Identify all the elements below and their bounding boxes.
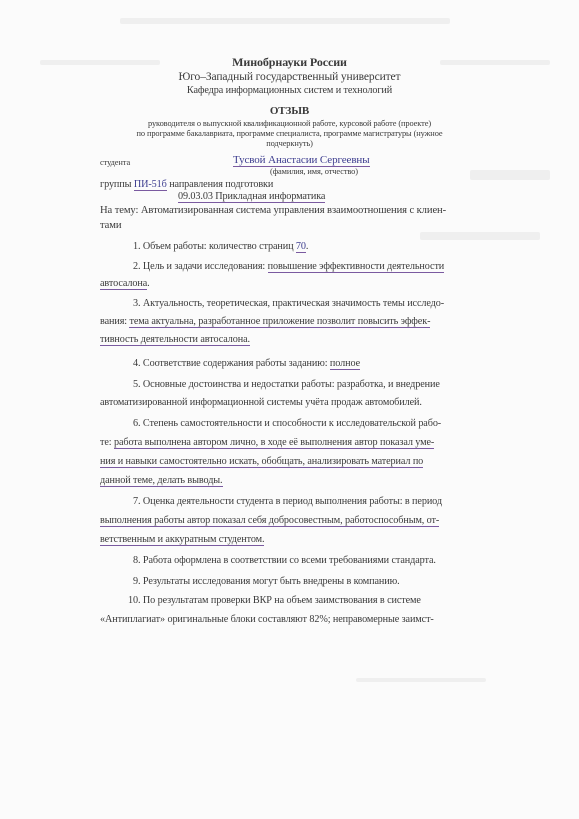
item-4-text: 4. Соответствие содержания работы заданию: — [133, 358, 330, 369]
ministry-heading: Минобрнауки России — [232, 55, 347, 69]
item-3-prefix: вания: — [100, 316, 130, 327]
item-10-line-1: 10. По результатам проверки ВКР на объем заимствования в системе — [128, 595, 421, 606]
item-4-answer: полное — [329, 358, 360, 369]
item-9: 9. Результаты исследования могут быть внедрены в компанию. — [133, 576, 400, 587]
item-8: 8. Работа оформлена в соответствии со всеми требованиями стандарта. — [133, 555, 436, 566]
item-6-answer: работа выполнена автором лично, в ходе её выполнения автор показал уме- — [113, 437, 435, 448]
item-10-line-2: «Антиплагиат» оригинальные блоки составляют 82%; неправомерные заимст- — [100, 614, 434, 625]
item-6-line-3 — [100, 456, 423, 468]
scan-artifact — [120, 18, 450, 24]
document-title: ОТЗЫВ — [269, 105, 310, 117]
student-name-hint: (фамилия, имя, отчество) — [270, 167, 358, 176]
scan-artifact — [470, 170, 550, 180]
student-name — [233, 154, 370, 166]
item-6-line-4 — [100, 475, 223, 487]
item-7-line-2 — [100, 515, 439, 527]
item-7-answer-cont: ветственным и аккуратным студентом. — [100, 534, 265, 545]
item-6-line-2 — [100, 437, 434, 449]
item-2-answer-cont: автосалона — [100, 278, 148, 289]
item-4 — [133, 358, 360, 370]
direction-line — [178, 191, 325, 203]
student-name-value: Тусвой Анастасии Сергеевны — [233, 154, 370, 166]
item-6-prefix: те: — [100, 437, 114, 448]
department-heading: Кафедра информационных систем и технологий — [186, 85, 393, 96]
topic-line-2: тами — [100, 220, 122, 231]
subtitle-line-1: руководителя о выпускной квалификационной работе, курсовой работе (проекте) — [147, 119, 432, 128]
direction-label: направления подготовки — [169, 179, 274, 190]
page-count-value: 70 — [295, 241, 306, 252]
scan-artifact — [356, 678, 486, 682]
item-7-line-3 — [100, 534, 264, 546]
subtitle-line-2: по программе бакалавриата, программе специалиста, программе магистратуры (нужное — [136, 129, 443, 138]
item-2-answer: повышение эффективности деятельности — [267, 261, 445, 272]
university-heading: Юго–Западный государственный университет — [178, 71, 401, 83]
item-5-line-1: 5. Основные достоинства и недостатки работы: разработка, и внедрение — [133, 379, 440, 390]
item-3-line-3 — [100, 334, 250, 346]
scan-artifact — [420, 232, 540, 240]
subtitle-line-3: подчеркнуть) — [266, 139, 313, 148]
item-2-text: 2. Цель и задачи исследования: — [133, 261, 268, 272]
item-6-line-1: 6. Степень самостоятельности и способности к исследовательской рабо- — [133, 418, 442, 429]
item-7-line-1: 7. Оценка деятельности студента в период выполнения работы: в период — [133, 496, 442, 507]
item-3-line-2 — [100, 316, 430, 328]
item-3-answer: тема актуальна, разработанное приложение позволит повысить эффек- — [129, 316, 431, 327]
item-2-line-1 — [133, 261, 444, 273]
item-2-line-2: автосалона. — [100, 278, 150, 289]
item-6-answer-end: данной теме, делать выводы. — [100, 475, 223, 486]
item-7-answer: выполнения работы автор показал себя добросовестным, работоспособным, от- — [100, 515, 440, 526]
item-5-line-2: автоматизированной информационной системы учёта продаж автомобилей. — [100, 397, 422, 408]
student-label: студента — [100, 158, 131, 167]
direction-value: 09.03.03 Прикладная информатика — [178, 191, 326, 202]
item-3-answer-cont: тивность деятельности автосалона. — [100, 334, 250, 345]
item-1-text: 1. Объем работы: количество страниц — [133, 241, 296, 252]
item-3-line-1: 3. Актуальность, теоретическая, практическая значимость темы исследо- — [133, 298, 445, 309]
topic-line-1: На тему: Автоматизированная система управления взаимоотношения с клиен- — [100, 205, 447, 216]
group-label: группы — [100, 179, 132, 190]
item-6-answer-cont: ния и навыки самостоятельно искать, обобщать, анализировать материал по — [100, 456, 424, 467]
group-line — [100, 179, 273, 191]
item-1: 1. Объем работы: количество страниц 70. — [133, 241, 309, 252]
group-value: ПИ-51б — [133, 179, 167, 190]
